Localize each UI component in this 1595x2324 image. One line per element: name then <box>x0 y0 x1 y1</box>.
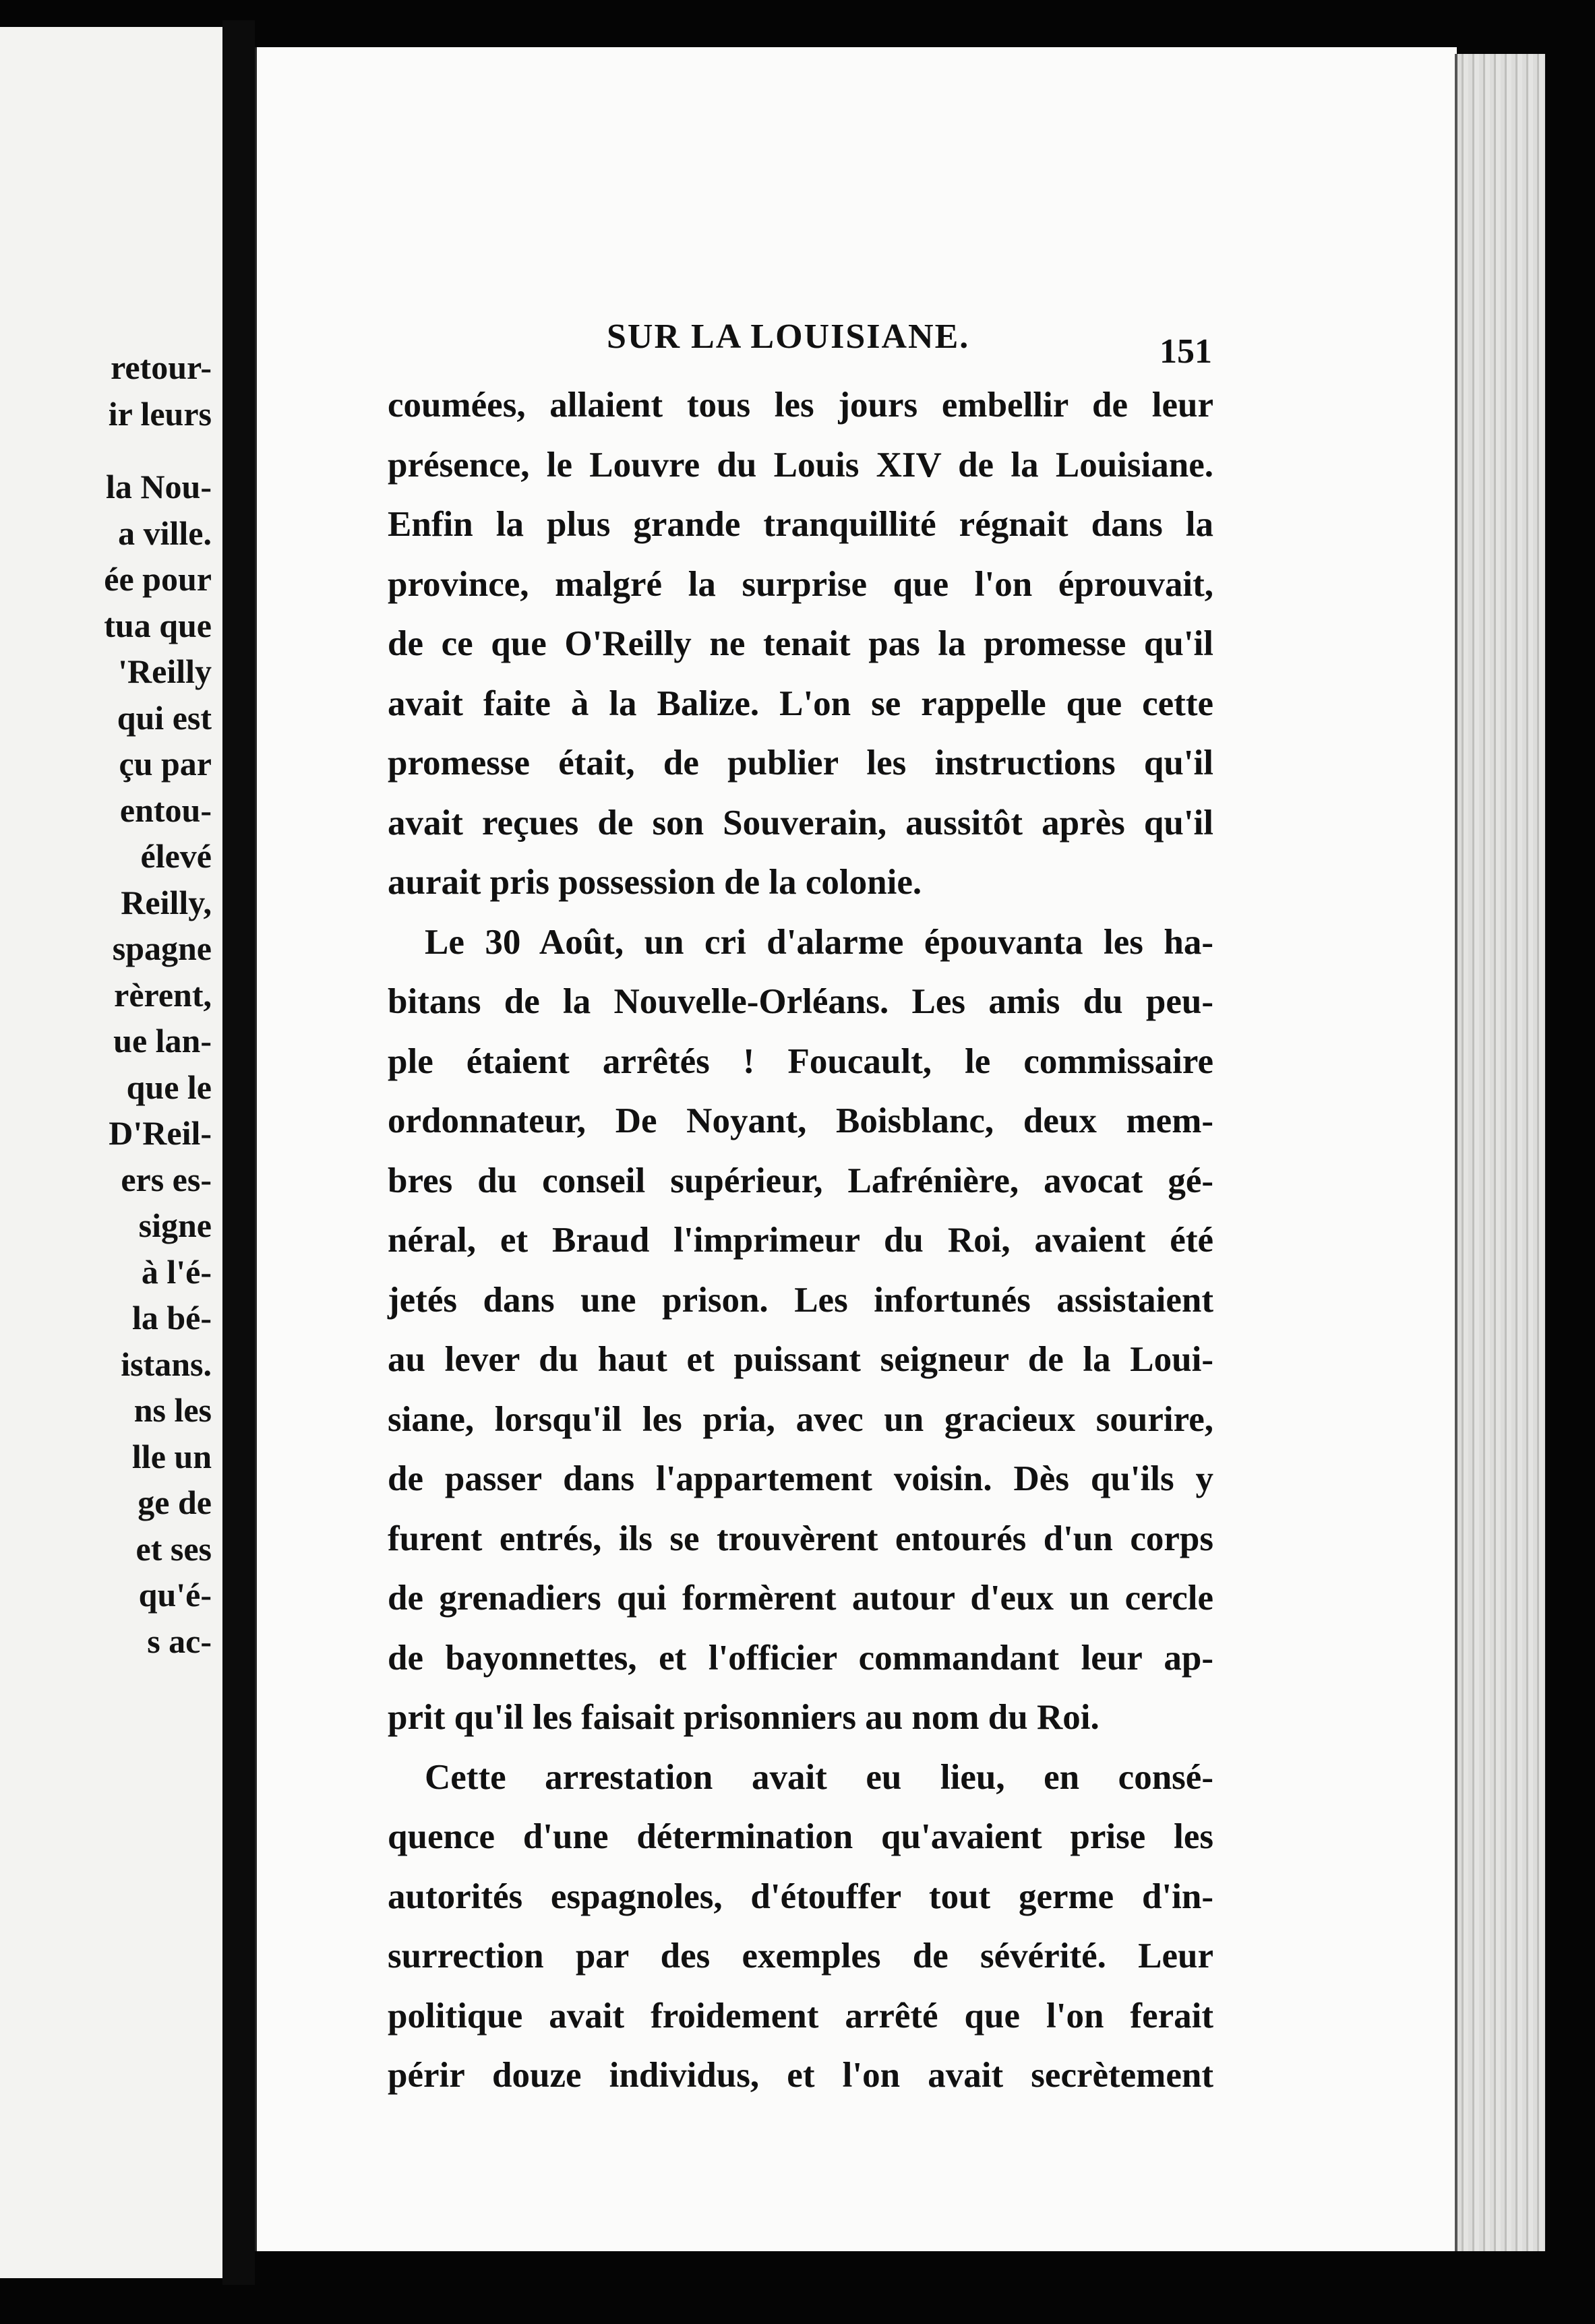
left-page-line: qui est <box>117 698 212 737</box>
left-page-line: spagne <box>112 929 212 967</box>
text-line: Le 30 Août, un cri d'alarme épouvanta les ha- <box>425 922 1213 962</box>
text-line: Cette arrestation avait eu lieu, en consé- <box>425 1757 1213 1797</box>
page-edges <box>1455 54 1545 2251</box>
left-page-line: ns les <box>133 1391 212 1429</box>
left-page-line: ers es- <box>121 1160 212 1198</box>
text-line: périr douze individus, et l'on avait secrètement <box>388 2056 1213 2095</box>
page-number: 151 <box>1160 332 1212 371</box>
text-line: avait reçues de son Souverain, aussitôt après qu'il <box>388 803 1213 843</box>
left-page-line: Reilly, <box>121 883 212 921</box>
left-page-line: et ses <box>136 1529 212 1568</box>
left-page-line: que le <box>126 1068 212 1106</box>
left-page-line: D'Reil- <box>109 1114 212 1152</box>
text-line: promesse était, de publier les instructions qu'il <box>388 743 1213 783</box>
text-line: bres du conseil supérieur, Lafrénière, avocat gé- <box>388 1161 1213 1200</box>
text-line: jetés dans une prison. Les infortunés assistaient <box>388 1280 1213 1320</box>
left-page-line: ée pour <box>104 560 212 598</box>
text-line: de ce que O'Reilly ne tenait pas la promesse qu'il <box>388 624 1213 663</box>
text-line: prit qu'il les faisait prisonniers au nom du Roi. <box>388 1698 1100 1737</box>
left-page-line: ue lan- <box>113 1022 212 1060</box>
left-page-line: la bé- <box>131 1299 212 1337</box>
book-gutter <box>222 20 255 2285</box>
text-line: ordonnateur, De Noyant, Boisblanc, deux mem- <box>388 1101 1213 1140</box>
text-line: surrection par des exemples de sévérité. Leur <box>388 1936 1213 1976</box>
text-line: aurait pris possession de la colonie. <box>388 863 922 902</box>
text-line: quence d'une détermination qu'avaient prise les <box>388 1817 1213 1856</box>
left-page-line: la Nou- <box>106 468 212 506</box>
running-head: SUR LA LOUISIANE. <box>607 317 970 356</box>
text-line: néral, et Braud l'imprimeur du Roi, avaient été <box>388 1221 1213 1260</box>
text-line: de grenadiers qui formèrent autour d'eux un cercle <box>388 1579 1213 1618</box>
left-page-line: lle un <box>131 1437 212 1475</box>
left-page-line: rèrent, <box>114 975 212 1014</box>
left-page-line: retour- <box>111 348 212 386</box>
left-page-line: à l'é- <box>141 1252 212 1291</box>
text-line: furent entrés, ils se trouvèrent entourés d'un corps <box>388 1519 1213 1558</box>
left-page-line: çu par <box>119 745 212 783</box>
text-line: siane, lorsqu'il les pria, avec un gracieux sourire, <box>388 1399 1213 1439</box>
book-page <box>255 47 1457 2251</box>
text-line: avait faite à la Balize. L'on se rappelle que cette <box>388 683 1213 723</box>
text-line: de passer dans l'appartement voisin. Dès qu'ils y <box>388 1459 1213 1498</box>
left-page-line: tua que <box>104 606 212 644</box>
left-page-line: ir leurs <box>108 394 212 433</box>
left-page-line: élevé <box>140 837 212 875</box>
text-line: présence, le Louvre du Louis XIV de la Louisiane. <box>388 445 1213 485</box>
left-page-line: signe <box>138 1206 212 1244</box>
text-line: au lever du haut et puissant seigneur de la Loui- <box>388 1340 1213 1379</box>
text-line: politique avait froidement arrêté que l'on ferait <box>388 1996 1213 2036</box>
text-line: Enfin la plus grande tranquillité régnait dans la <box>388 505 1213 544</box>
left-page-line: qu'é- <box>138 1576 212 1614</box>
text-line: de bayonnettes, et l'officier commandant leur ap- <box>388 1638 1213 1678</box>
left-page-line: 'Reilly <box>118 652 212 690</box>
left-page-line: entou- <box>119 791 212 829</box>
text-line: autorités espagnoles, d'étouffer tout germe d'in- <box>388 1876 1213 1916</box>
text-line: coumées, allaient tous les jours embellir de leur <box>388 386 1213 425</box>
previous-page-fragment <box>0 27 224 2278</box>
text-line: province, malgré la surprise que l'on éprouvait, <box>388 564 1213 604</box>
left-page-line: a ville. <box>118 514 212 552</box>
left-page-line: istans. <box>121 1345 212 1383</box>
text-line: bitans de la Nouvelle-Orléans. Les amis du peu- <box>388 982 1213 1021</box>
left-page-line: ge de <box>138 1484 212 1521</box>
left-page-line: s ac- <box>147 1622 212 1660</box>
text-line: ple étaient arrêtés ! Foucault, le commissaire <box>388 1041 1213 1081</box>
